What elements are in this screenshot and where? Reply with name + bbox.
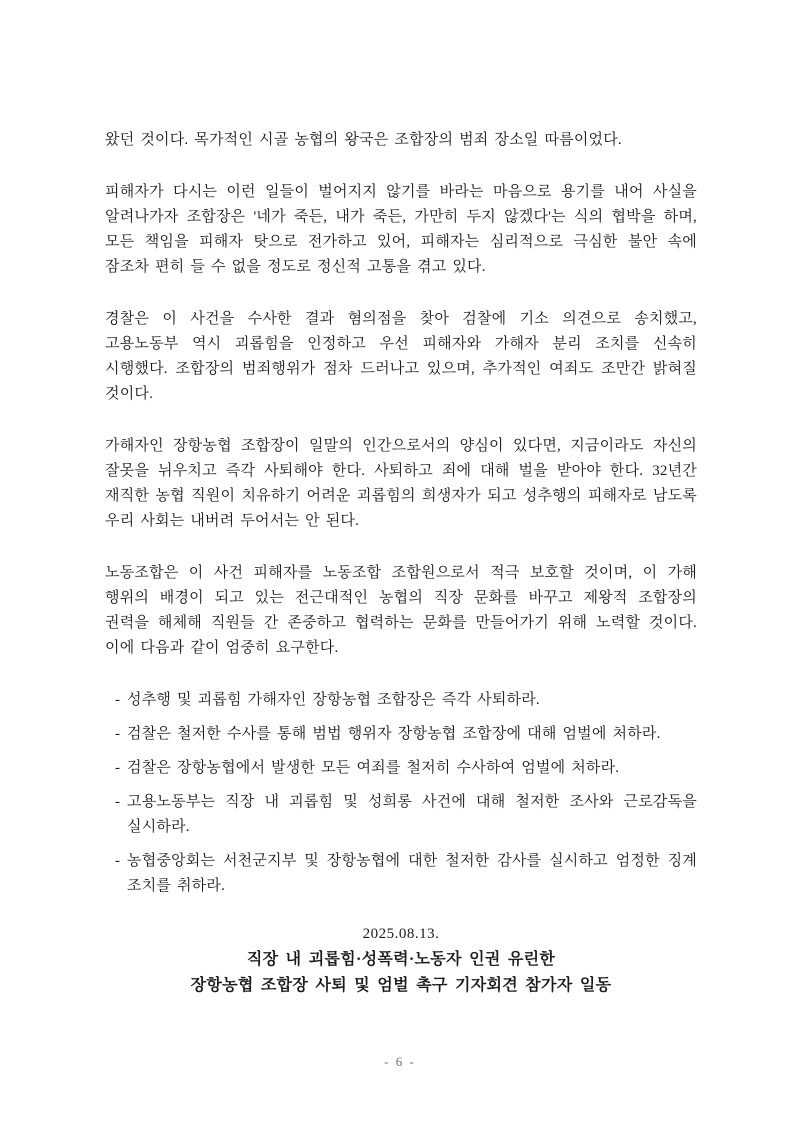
list-dash-marker: - bbox=[115, 692, 121, 708]
list-dash-marker: - bbox=[115, 794, 121, 810]
paragraph: 경찰은 이 사건을 수사한 결과 혐의점을 찾아 검찰에 기소 의견으로 송치했고, 고용노동부 역시 괴롭힘을 인정하고 우선 피해자와 가해자 분리 조치를 신속히 시행했다. 조합장의 범죄행위가 점차 드러나고 있으며, 추가적인 여죄도 조만간 밝혀질 것이다. bbox=[105, 311, 697, 402]
signature-block bbox=[105, 921, 697, 999]
demand-item bbox=[105, 756, 697, 781]
paragraph: 피해자가 다시는 이런 일들이 벌어지지 않기를 바라는 마음으로 용기를 내어 사실을 알려나가자 조합장은 '네가 죽든, 내가 죽든, 가만히 두지 않겠다'는 식의 협박을 하며, 모든 책임을 피해자 탓으로 전가하고 있어, 피해자는 심리적으로 극심한 불안 속에 잠조차 편히 들 수 없을 정도로 정신적 고통을 겪고 있다. bbox=[105, 184, 697, 275]
demand-item bbox=[105, 849, 697, 899]
demand-text: 농협중앙회는 서천군지부 및 장항농협에 대한 철저한 감사를 실시하고 엄정한 징계 조치를 취하라. bbox=[127, 853, 697, 894]
signature-date: 2025.08.13. bbox=[362, 926, 440, 942]
page-number: - 6 - bbox=[384, 1054, 416, 1069]
demand-text: 검찰은 철저한 수사를 통해 범법 행위자 장항농협 조합장에 대해 엄벌에 처하라. bbox=[127, 726, 661, 742]
paragraph: 왔던 것이다. 목가적인 시골 농협의 왕국은 조합장의 범죄 장소일 따름이었다. bbox=[105, 132, 622, 148]
list-dash-marker: - bbox=[115, 760, 121, 776]
list-dash-marker: - bbox=[115, 853, 121, 869]
demand-item bbox=[105, 688, 697, 713]
paragraph: 노동조합은 이 사건 피해자를 노동조합 조합원으로서 적극 보호할 것이며, 이 가해 행위의 배경이 되고 있는 전근대적인 농협의 직장 문화를 바꾸고 제왕적 조합장의 권력을 해체해 직원들 간 존중하고 협력하는 문화를 만들어가기 위해 노력할 것이다. 이에 다음과 같이 엄중히 요구한다. bbox=[105, 565, 697, 656]
demand-text: 성추행 및 괴롭힘 가해자인 장항농협 조합장은 즉각 사퇴하라. bbox=[127, 692, 540, 708]
document-body bbox=[105, 128, 697, 661]
demand-item bbox=[105, 722, 697, 747]
signature-participants-line: 장항농협 조합장 사퇴 및 엄벌 촉구 기자회견 참가자 일동 bbox=[190, 977, 612, 994]
demand-list bbox=[105, 688, 697, 899]
signature-title-line: 직장 내 괴롭힘·성폭력·노동자 인권 유린한 bbox=[246, 951, 556, 968]
demand-text: 검찰은 장항농협에서 발생한 모든 여죄를 철저히 수사하여 엄벌에 처하라. bbox=[127, 760, 620, 776]
demand-item bbox=[105, 790, 697, 840]
demand-text: 고용노동부는 직장 내 괴롭힘 및 성희롱 사건에 대해 철저한 조사와 근로감독을 실시하라. bbox=[127, 794, 697, 835]
list-dash-marker: - bbox=[115, 726, 121, 742]
paragraph: 가해자인 장항농협 조합장이 일말의 인간으로서의 양심이 있다면, 지금이라도 자신의 잘못을 뉘우치고 즉각 사퇴해야 한다. 사퇴하고 죄에 대해 벌을 받아야 한다. 32년간 재직한 농협 직원이 치유하기 어려운 괴롭힘의 희생자가 되고 성추행의 피해자로 남도록 우리 사회는 내버려 두어서는 안 된다. bbox=[105, 438, 697, 529]
